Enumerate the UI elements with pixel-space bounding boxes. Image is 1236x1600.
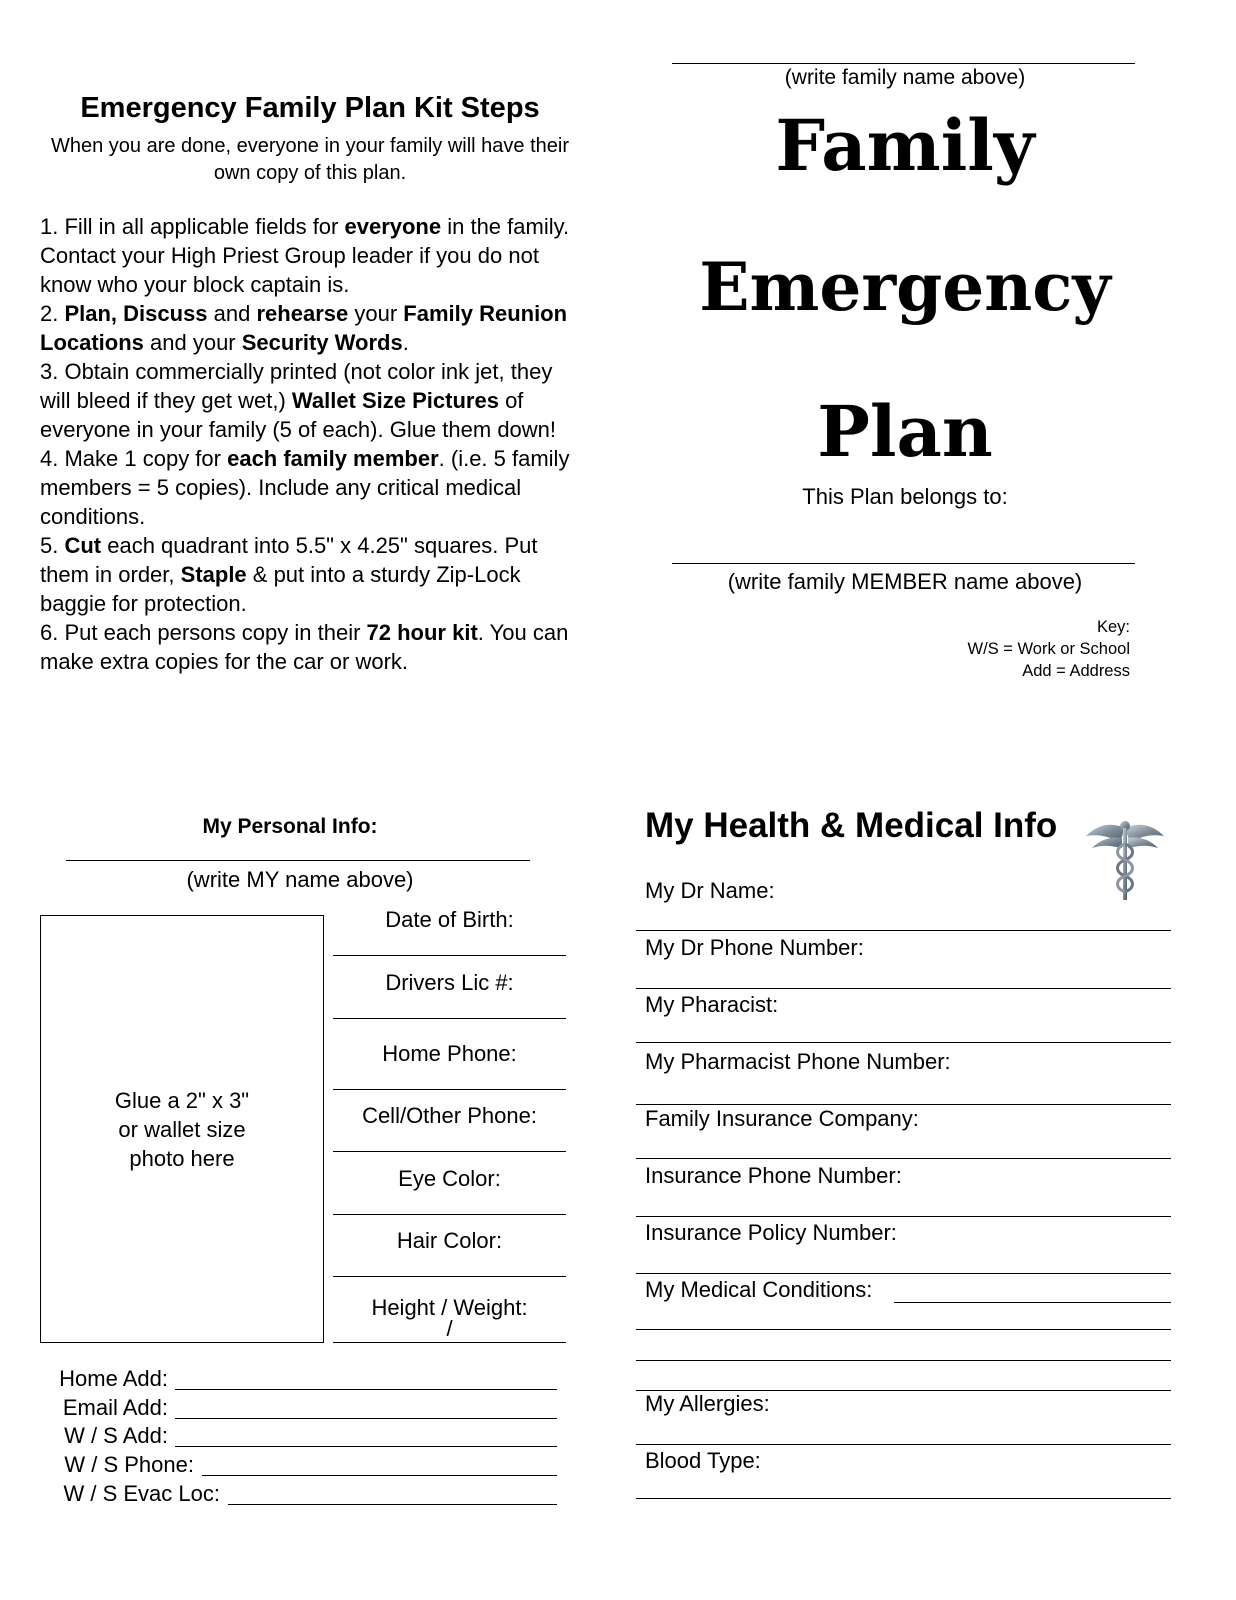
step-item [40,531,580,618]
step-text: 1. Fill in all applicable fields for [40,214,345,239]
dr-phone-line[interactable] [636,988,1171,989]
cover-title-family: Family [775,104,1035,187]
policy-number-line[interactable] [636,1273,1171,1274]
insurance-company-label: Family Insurance Company: [645,1106,919,1131]
photo-box[interactable] [40,915,324,1343]
step-text: 3. Obtain commercially printed (not color ink jet, they will bleed if they get wet,) [40,359,553,413]
step-text: and your [143,330,242,355]
dob-label: Date of Birth: [385,907,514,932]
key-legend [880,616,1130,682]
step-text: & put into a sturdy Zip-Lock baggie for protection. [40,562,521,616]
steps-subtitle: When you are done, everyone in your family will have their own copy of this plan. [50,135,570,184]
ws-evac-label: W / S Evac Loc: [63,1481,220,1506]
home-phone-label: Home Phone: [382,1041,517,1066]
dob-line[interactable] [333,955,566,956]
caduceus-icon [1080,814,1170,904]
step-emphasis: Plan, Discuss [64,301,208,326]
insurance-phone-line[interactable] [636,1216,1171,1217]
step-text: . (i.e. 5 family members = 5 copies). Include any critical medical conditions. [40,446,570,529]
step-text: 6. Put each persons copy in their [40,620,367,645]
email-add-line[interactable] [175,1418,557,1419]
home-add-label: Home Add: [59,1366,168,1391]
policy-number-label: Insurance Policy Number: [645,1220,897,1245]
height-weight-line[interactable] [333,1342,566,1343]
step-text: . [402,330,409,355]
dr-name-line[interactable] [636,930,1171,931]
step-text: of everyone in your family (5 of each). Glue them down! [40,388,557,442]
step-item [40,618,580,676]
step-emphasis: 72 hour kit [366,620,478,645]
insurance-company-line[interactable] [636,1158,1171,1159]
my-name-hint: (write MY name above) [186,867,414,892]
step-emphasis: Cut [64,533,102,558]
step-text: in the family. Contact your High Priest Group leader if you do not know who your block captain is. [40,214,570,297]
step-text: 4. Make 1 copy for [40,446,228,471]
step-item [40,357,580,444]
blood-type-label: Blood Type: [645,1448,761,1473]
allergies-line[interactable] [636,1444,1171,1445]
key-title: Key: [1096,618,1130,636]
cell-phone-label: Cell/Other Phone: [362,1103,537,1128]
eye-color-label: Eye Color: [398,1166,501,1191]
email-add-label: Email Add: [62,1395,168,1420]
family-name-hint: (write family name above) [784,66,1026,89]
drivers-lic-line[interactable] [333,1018,566,1019]
conditions-line-1[interactable] [894,1302,1171,1303]
conditions-line-3[interactable] [636,1360,1171,1361]
home-add-line[interactable] [175,1389,557,1390]
belongs-to-label: This Plan belongs to: [802,484,1008,509]
cover-title-emergency: Emergency [699,248,1111,326]
home-phone-line[interactable] [333,1089,566,1090]
my-name-line[interactable] [66,860,530,861]
pharacist-line[interactable] [636,1042,1171,1043]
steps-list [40,212,580,676]
personal-info-title: My Personal Info: [202,815,378,838]
photo-instructions: Glue a 2" x 3" or wallet size photo here [114,1088,250,1171]
step-emphasis: Staple [180,562,247,587]
step-item [40,299,580,357]
step-text: and [207,301,257,326]
ws-evac-line[interactable] [228,1504,557,1505]
insurance-phone-label: Insurance Phone Number: [645,1163,902,1188]
key-add: Add = Address [1022,662,1130,680]
ws-phone-label: W / S Phone: [64,1452,194,1477]
step-text: your [348,301,404,326]
height-weight-separator: / [446,1316,453,1341]
member-name-hint: (write family MEMBER name above) [727,569,1083,594]
step-text: 2. [40,301,65,326]
ws-add-label: W / S Add: [64,1423,168,1448]
ws-phone-line[interactable] [202,1475,557,1476]
family-name-line[interactable] [672,63,1135,64]
eye-color-line[interactable] [333,1214,566,1215]
conditions-label: My Medical Conditions: [645,1277,873,1302]
cover-title-plan: Plan [817,390,993,473]
height-weight-label: Height / Weight: [371,1295,528,1320]
drivers-lic-label: Drivers Lic #: [385,970,514,995]
hair-color-label: Hair Color: [396,1228,503,1253]
step-item [40,212,580,299]
pharmacist-phone-label: My Pharmacist Phone Number: [645,1049,951,1074]
step-emphasis: rehearse [256,301,349,326]
step-emphasis: each family member [227,446,439,471]
allergies-label: My Allergies: [645,1391,770,1416]
step-text: . You can make extra copies for the car or work. [40,620,569,674]
step-text: 5. [40,533,65,558]
dr-phone-label: My Dr Phone Number: [645,935,864,960]
step-text: each quadrant into 5.5" x 4.25" squares. Put them in order, [40,533,538,587]
pharmacist-phone-line[interactable] [636,1104,1171,1105]
steps-title: Emergency Family Plan Kit Steps [80,92,540,124]
pharacist-label: My Pharacist: [645,992,779,1017]
medical-info-title: My Health & Medical Info [645,806,1058,845]
step-emphasis: everyone [344,214,442,239]
hair-color-line[interactable] [333,1276,566,1277]
ws-add-line[interactable] [175,1446,557,1447]
member-name-line[interactable] [672,563,1135,564]
step-emphasis: Family Reunion Locations [40,301,568,355]
cell-phone-line[interactable] [333,1151,566,1152]
conditions-line-2[interactable] [636,1329,1171,1330]
step-emphasis: Security Words [241,330,403,355]
dr-name-label: My Dr Name: [645,878,775,903]
key-ws: W/S = Work or School [967,640,1130,658]
step-emphasis: Wallet Size Pictures [291,388,499,413]
blood-type-line[interactable] [636,1498,1171,1499]
step-item [40,444,580,531]
